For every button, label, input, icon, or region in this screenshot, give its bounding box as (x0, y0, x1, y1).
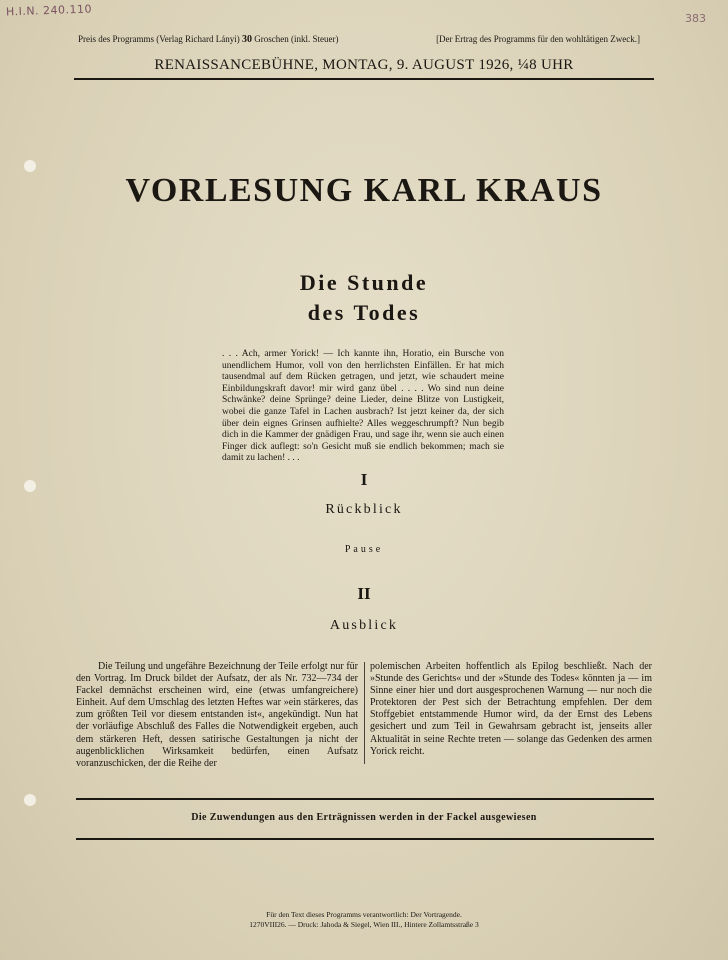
proceeds-box-bottom-rule (76, 838, 654, 840)
pause-label: Pause (344, 544, 384, 555)
price-note-pre: Preis des Programms (Verlag Richard Lányi) (78, 34, 240, 44)
subtitle-line-1: Die Stunde (299, 270, 429, 295)
hamlet-quote: . . . Ach, armer Yorick! — Ich kannte ihn, Horatio, ein Bursche von unendlichem Humor, voll von den herrlichsten Einfällen. Er hat mich tausendmal auf dem Rücken getragen, und jetzt, wie schaudert meine Einbildungskraft davor! mir wird ganz übel . . . . Wo sind nun deine Schwänke? deine Sprünge? deine Lieder, deine Blitze von Lustigkeit, wobei die ganze Tafel in Lachen ausbrach? Ist jetzt keiner da, der sich über dein eignes Grinsen aufhielte? Alles weggeschrumpft? Nun begib dich in die Kammer der gnädigen Frau, und sage ihr, wenn sie auch einen Finger dick auflegt: so'n Gesicht muß sie endlich bekommen; mach sie damit zu lachen! . . . (222, 349, 504, 464)
column-divider (364, 662, 365, 764)
price-note (78, 34, 338, 45)
proceeds-box-top-rule (76, 798, 654, 800)
part-2-number: II (357, 584, 371, 603)
part-1-number: I (360, 470, 368, 489)
explanatory-note-left: Die Teilung und ungefähre Bezeichnung der Teile erfolgt nur für den Vortrag. Im Druck bildet der Aufsatz, der als Nr. 732—734 der Fackel demnächst erscheinen wird, eine (etwas umfangreichere) Einheit. Auf dem Umschlag des letzten Heftes war »ein stärkeres, das zum größten Teil vor diesem entstanden ist«, angekündigt. Nun hat der vorläufige Abschluß des Falles die Notwendigkeit ergeben, auch dem stärkeren Heft, dessen satirische Gestaltungen ja nicht der augenblicklichen Wirksamkeit bedürfen, einen Aufsatz voranzuschicken, der die Reihe der (76, 661, 358, 769)
proceeds-note: Die Zuwendungen aus den Erträgnissen werden in der Fackel ausgewiesen (191, 812, 537, 823)
price-amount: 30 (241, 34, 252, 45)
header-divider (74, 78, 654, 80)
page-number: 383 (685, 12, 706, 25)
imprint-line-1: Für den Text dieses Programms verantwortlich: Der Vortragende. (266, 910, 462, 919)
main-title: VORLESUNG KARL KRAUS (125, 172, 603, 209)
subtitle-line-2: des Todes (307, 300, 421, 325)
subtitle (0, 268, 728, 328)
printer-imprint (0, 910, 728, 929)
part-2-label: Ausblick (329, 618, 399, 633)
explanatory-note-right: polemischen Arbeiten hoffentlich als Epilog beschließt. Nach der »Stunde des Gerichts« und der »Stunde des Todes« könnten ja — im Sinne einer hier und dort ausgesprochenen Warnung — nur noch die Protektoren der Pest sich der Betrachtung empfehlen. Der dem Stoffgebiet entstammende Humor wird, da der Ernst des Lebens gesichert und zum Teil in Gewahrsam gebracht ist, jenseits aller Aktualität in seine Rechte treten — solange das Gedenken des armen Yorick reicht. (370, 661, 652, 757)
part-1-label: Rückblick (325, 502, 403, 517)
venue-date-line: RENAISSANCEBÜHNE, MONTAG, 9. AUGUST 1926, ¼8 UHR (154, 57, 574, 73)
punch-hole (24, 160, 36, 172)
archive-handwritten-note: H.I.N. 240.110 (5, 2, 93, 19)
imprint-line-2: 1270VIII26. — Druck: Jahoda & Siegel, Wien III., Hintere Zollamtsstraße 3 (249, 919, 479, 929)
price-note-post: Groschen (inkl. Steuer) (254, 34, 339, 44)
punch-hole (24, 794, 36, 806)
charity-note: [Der Ertrag des Programms für den wohltätigen Zweck.] (436, 34, 640, 44)
